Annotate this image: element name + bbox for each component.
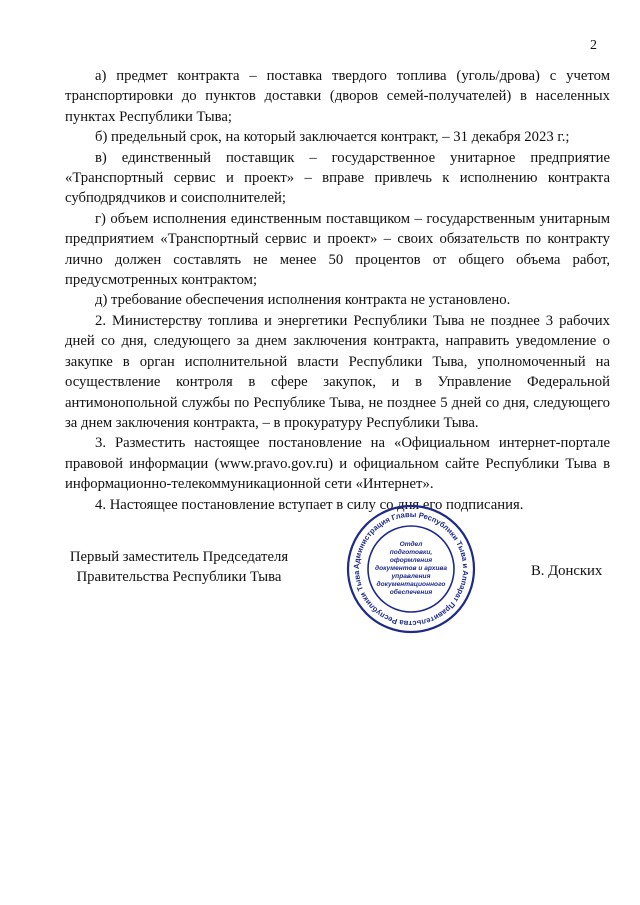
seal-center-text [375,540,447,596]
signatory-position [64,547,294,587]
svg-text:документационного: документационного [376,581,446,588]
svg-text:подготовки,: подготовки, [389,549,433,556]
svg-text:обеспечения: обеспечения [389,589,433,596]
paragraph-b: б) предельный срок, на который заключается контракт, – 31 декабря 2023 г.; [95,129,570,146]
paragraph-2: 2. Министерству топлива и энергетики Республики Тыва не позднее 3 рабочих дней со дня, следующего за днем заключения контракта, направить уведомление о закупке в орган исполнительной власти Республики Тыва, уполномоченный на осуществление контроля в сфере закупок, и в Управление Федеральной антимонопольной службы по Республике Тыва, не позднее 5 дней со дня, следующего за днем заключения контракта, – в прокуратуру Республики Тыва. [65,312,610,431]
seal-ring-text: Администрация Главы Республики Тыва и Аппарат Правительства Республики Тыва [351,509,471,629]
signatory-position-line2: Правительства Республики Тыва [76,569,282,585]
paragraph-4: 4. Настоящее постановление вступает в силу со дня его подписания. [95,496,524,513]
svg-text:Отдел: Отдел [399,541,423,548]
svg-text:управления: управления [391,573,431,580]
paragraph-a: а) предмет контракта – поставка твердого топлива (уголь/дрова) с учетом транспортировки до пунктов доставки (дворов семей-получателей) в населенных пунктах Республики Тыва; [65,68,610,125]
page-number: 2 [590,38,597,53]
document-body [65,66,610,515]
paragraph-v: в) единственный поставщик – государственное унитарное предприятие «Транспортный сервис и проект» – вправе привлечь к исполнению контракта субподрядчиков и соисполнителей; [65,149,610,207]
svg-text:оформления: оформления [389,557,433,564]
paragraph-3: 3. Разместить настоящее постановление на «Официальном интернет-портале правовой информации (www.pravo.gov.ru) и официальном сайте Республики Тыва в информационно-телекоммуникационной сети «Интернет». [65,435,610,493]
official-seal-stamp [345,503,477,635]
paragraph-g: г) объем исполнения единственным поставщиком – государственным унитарным предприятием «Транспортный сервис и проект» – своих обязательств по контракту лично должен составлять не менее 50 процентов от общего объема работ, предусмотренных контрактом; [65,210,610,289]
signatory-name: В. Донских [531,563,603,579]
signatory-position-line1: Первый заместитель Председателя [69,549,289,565]
svg-text:документов и архива: документов и архива [375,565,447,572]
paragraph-d: д) требование обеспечения исполнения контракта не установлено. [95,292,511,309]
